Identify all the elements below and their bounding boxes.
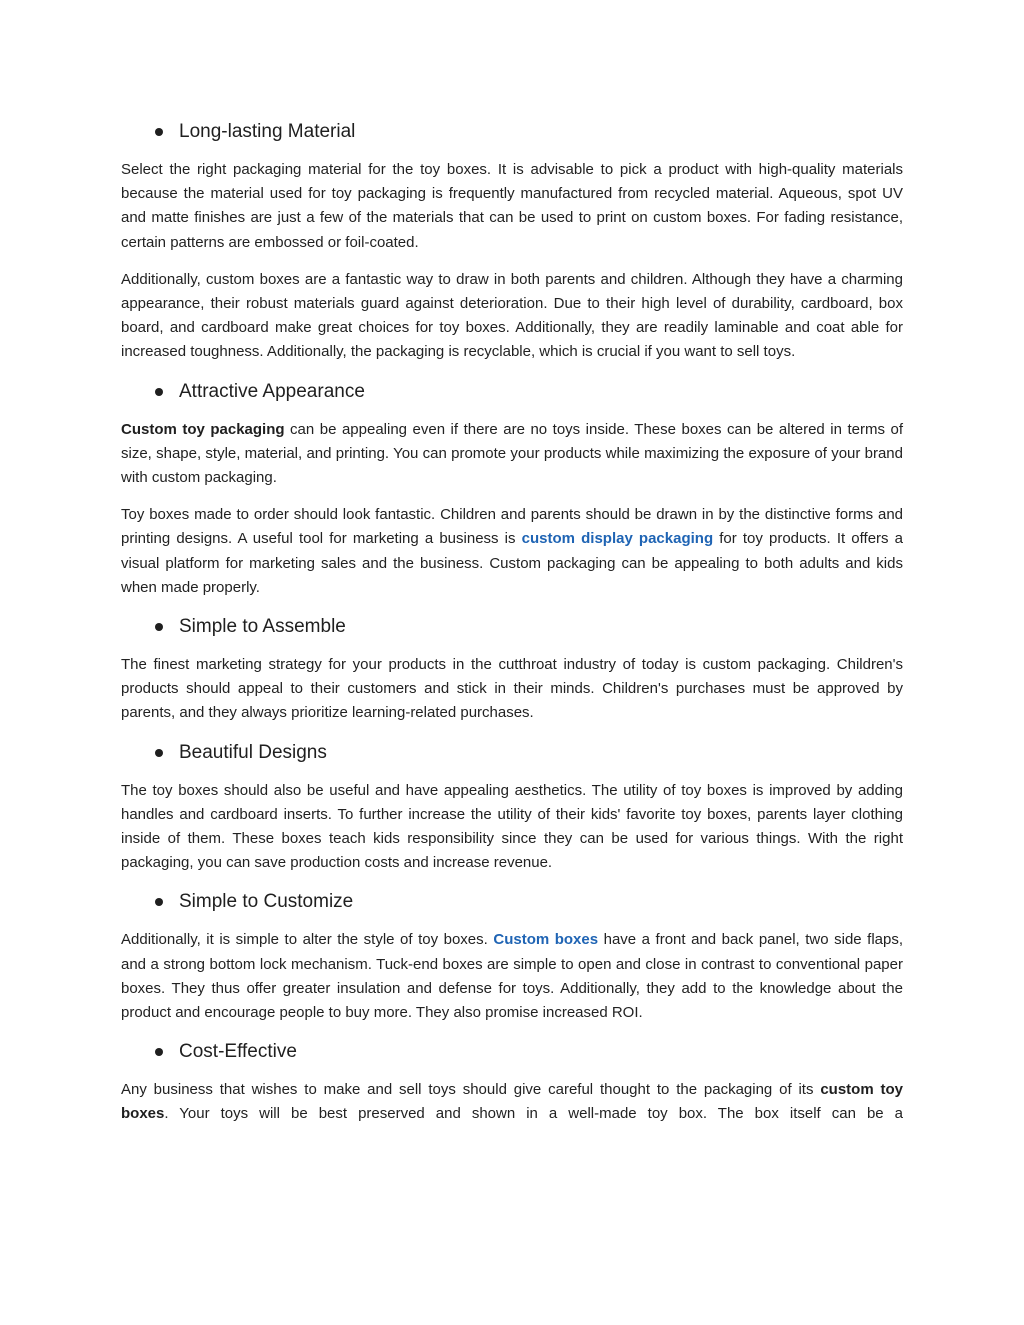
section-heading (121, 1038, 903, 1066)
paragraph-text: Toy boxes made to order should look fantastic. Children and parents should be drawn in by the distinctive forms and printing designs. A useful tool for marketing a business is (121, 506, 903, 548)
custom-display-packaging-link[interactable]: custom display packaging (521, 530, 714, 548)
paragraph: Additionally, custom boxes are a fantastic way to draw in both parents and children. Although they have a charming appearance, their robust materials guard against deterioration. Due to their high level of durability, cardboard, box board, and cardboard make great choices for toy boxes. Additionally, they are readily laminable and coat able for increased toughness. Additionally, the packaging is recyclable, which is crucial if you want to sell toys. (121, 270, 903, 361)
paragraph (121, 928, 903, 1025)
section-beautiful-designs (121, 739, 903, 876)
paragraph: The finest marketing strategy for your products in the cutthroat industry of today is custom packaging. Children's products should appeal to their customers and stick in their minds. Children's purchases must be approved by parents, and they always prioritize learning-related purchases. (121, 656, 903, 722)
section-heading (121, 378, 903, 406)
section-simple-to-customize (121, 888, 903, 1025)
heading-text: Simple to Assemble (179, 616, 346, 638)
paragraph-text: Any business that wishes to make and sell toys should give careful thought to the packaging of its (121, 1081, 821, 1099)
paragraph-text: for toy products. It offers a visual platform for marketing sales and the business. Custom packaging can be appealing to both adults and kids when made properly. (121, 530, 903, 596)
bullet-icon (155, 898, 163, 906)
document-page (121, 118, 903, 1140)
paragraph-text: . Your toys will be best preserved and shown in a well-made toy box. The box itself can be a (164, 1105, 903, 1123)
bold-term: Custom toy packaging (121, 420, 285, 438)
section-heading (121, 118, 903, 146)
paragraph (121, 1078, 903, 1126)
bullet-icon (155, 1048, 163, 1056)
bullet-icon (155, 388, 163, 396)
paragraph-text: can be appealing even if there are no toys inside. These boxes can be altered in terms of size, shape, style, material, and printing. You can promote your products while maximizing the exposure of your brand with custom packaging. (121, 420, 903, 487)
section-heading (121, 613, 903, 641)
section-cost-effective (121, 1038, 903, 1126)
custom-boxes-link[interactable]: Custom boxes (493, 931, 599, 949)
paragraph (121, 418, 903, 491)
paragraph (121, 503, 903, 600)
bold-term: custom toy boxes (121, 1081, 903, 1123)
paragraph-text: Additionally, it is simple to alter the style of toy boxes. (121, 931, 494, 949)
section-long-lasting-material (121, 118, 903, 365)
heading-text: Simple to Customize (179, 891, 354, 913)
paragraph: Select the right packaging material for the toy boxes. It is advisable to pick a product with high-quality materials because the material used for toy packaging is frequently manufactured from recycled material. Aqueous, spot UV and matte finishes are just a few of the materials that can be used to print on custom boxes. For fading resistance, certain patterns are embossed or foil-coated. (121, 161, 903, 251)
heading-text: Attractive Appearance (179, 380, 365, 402)
section-heading (121, 888, 903, 916)
bullet-icon (155, 128, 163, 136)
paragraph-text: have a front and back panel, two side flaps, and a strong bottom lock mechanism. Tuck-end boxes are simple to open and close in contrast to conventional paper boxes. They thus offer greater insulation and defense for toys. Additionally, they add to the knowledge about the product and encourage people to buy more. They also promise increased ROI. (121, 931, 904, 1022)
heading-text: Cost-Effective (179, 1041, 297, 1063)
section-heading (121, 739, 903, 767)
heading-text: Long-lasting Material (179, 121, 356, 142)
bullet-icon (155, 749, 163, 757)
section-attractive-appearance (121, 378, 903, 600)
heading-text: Beautiful Designs (179, 741, 327, 763)
bullet-icon (155, 623, 163, 631)
section-simple-to-assemble (121, 613, 903, 726)
paragraph: The toy boxes should also be useful and have appealing aesthetics. The utility of toy boxes is improved by adding handles and cardboard inserts. To further increase the utility of their kids' favorite toy boxes, parents layer clothing inside of them. These boxes teach kids responsibility since they can be used for various things. With the right packaging, you can save production costs and increase revenue. (121, 781, 903, 872)
